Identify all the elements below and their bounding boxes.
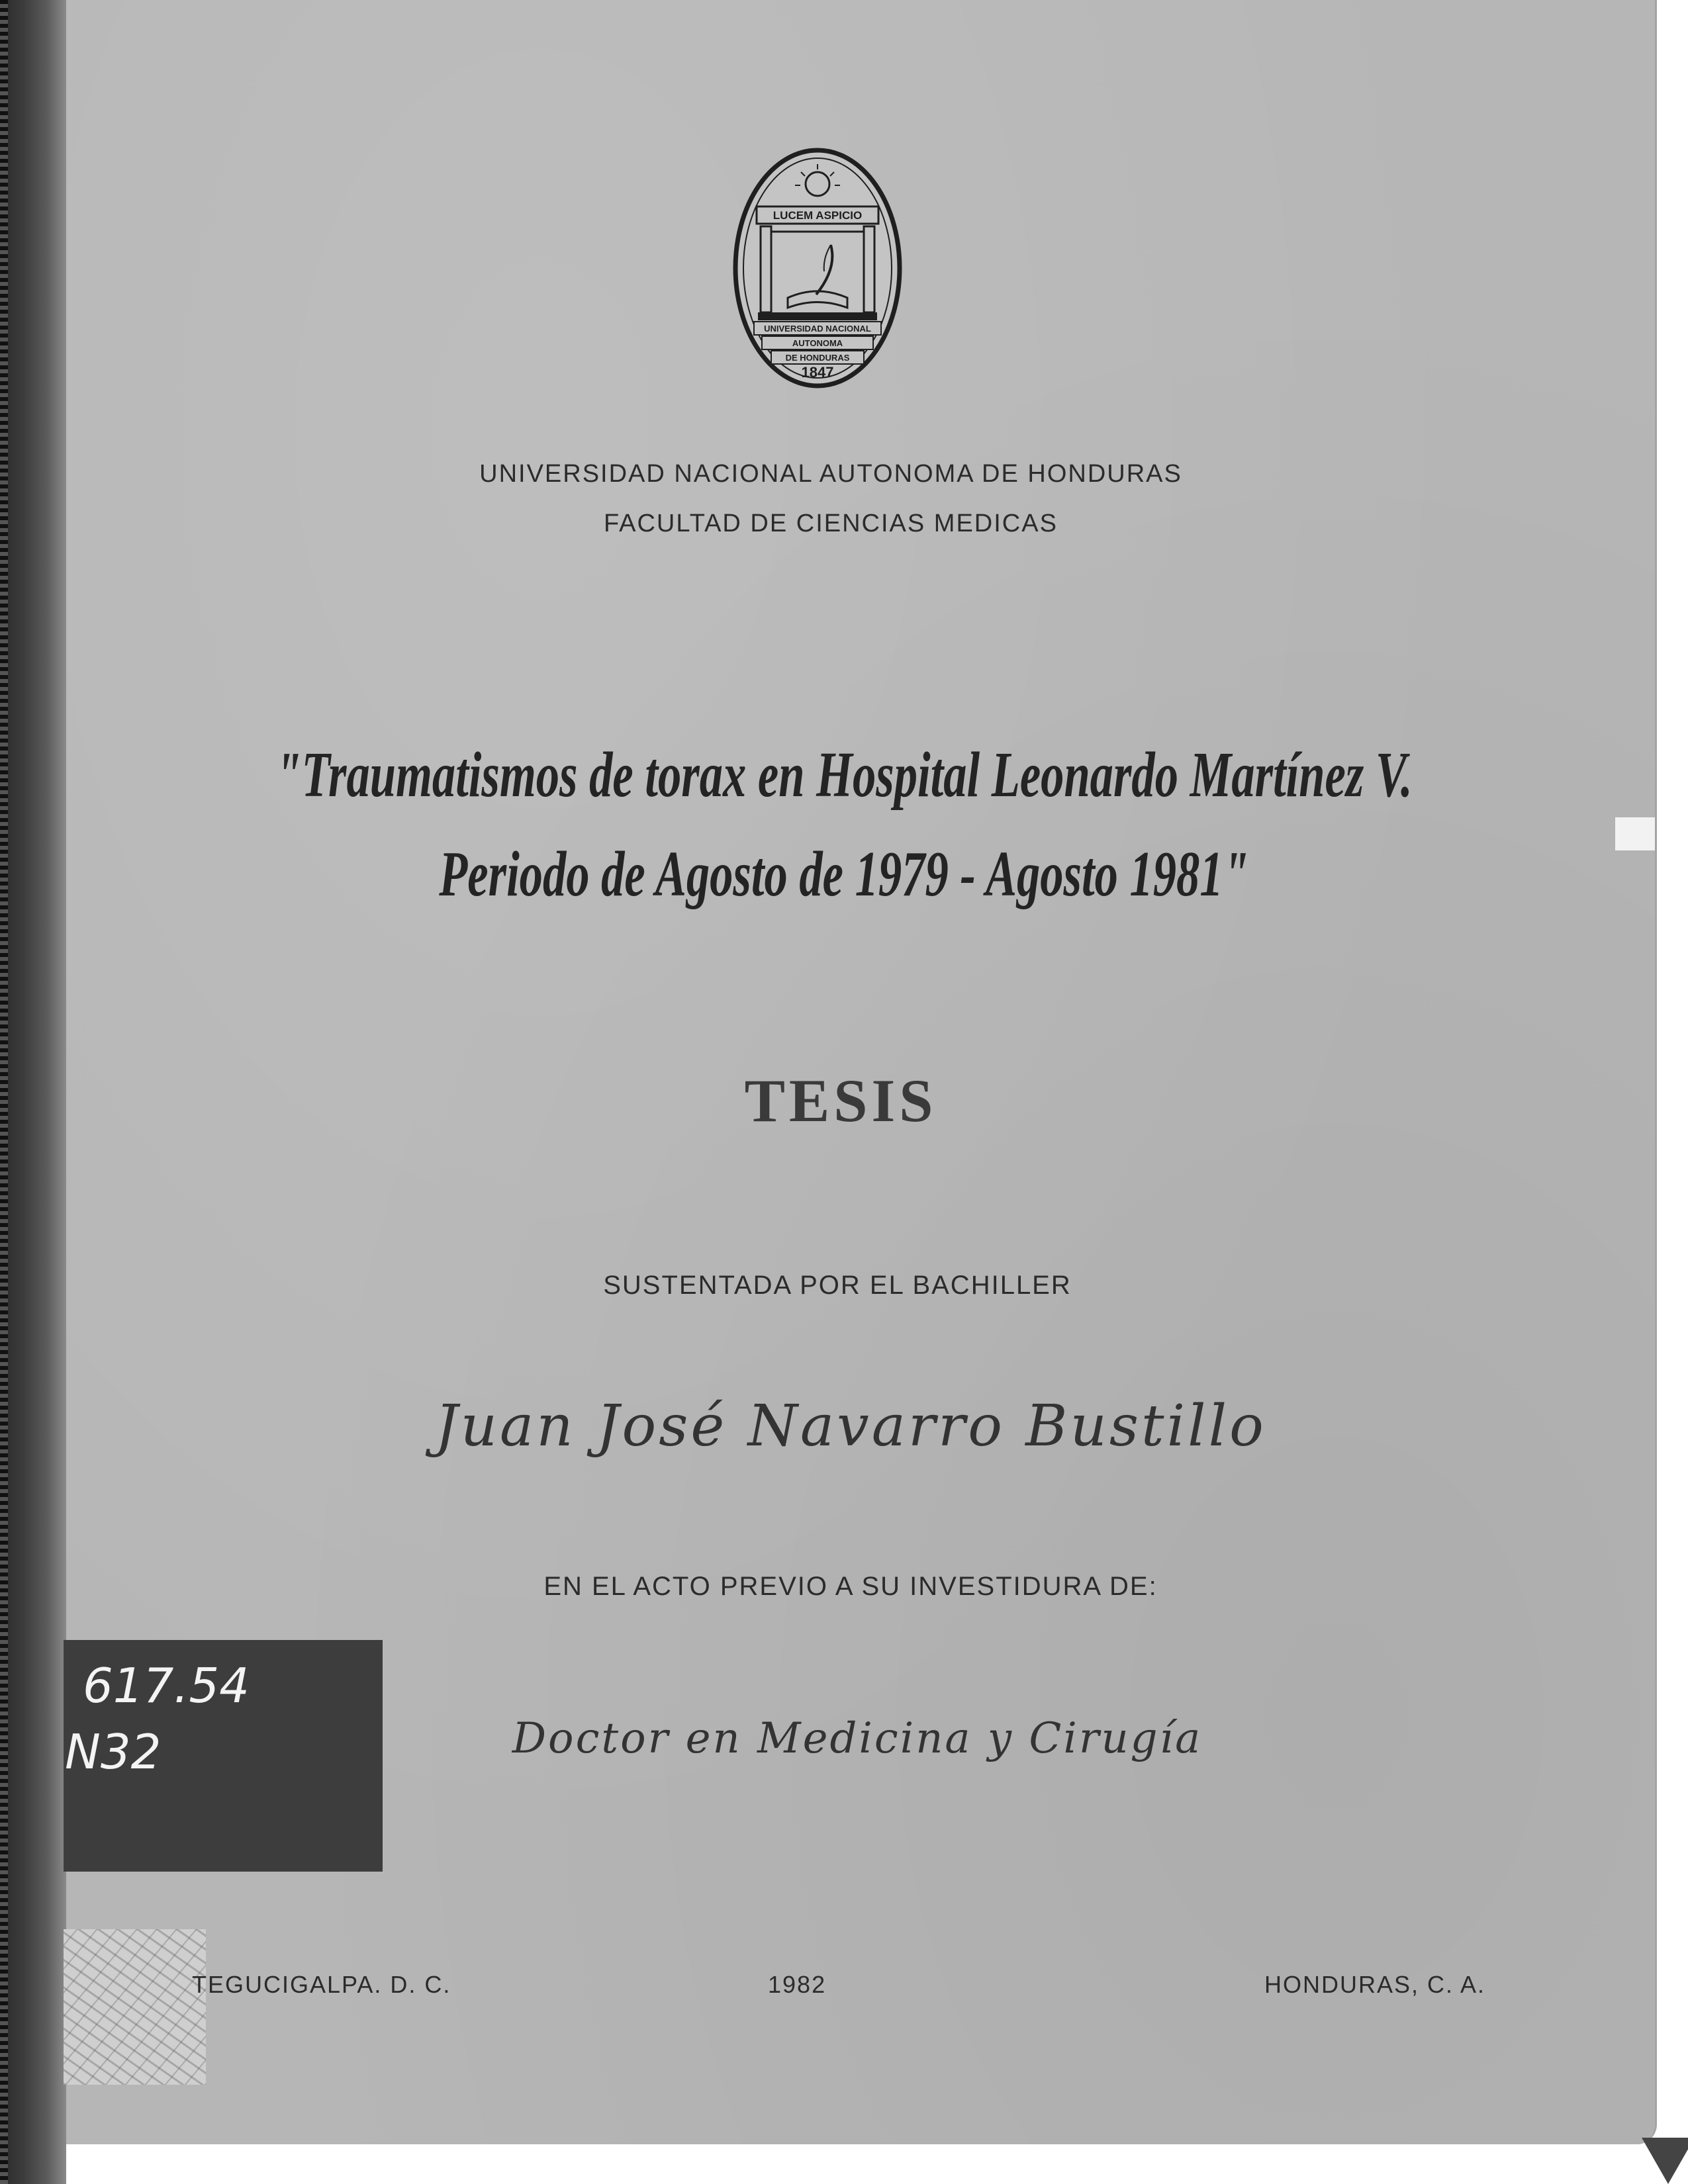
call-number-classification: 617.54 <box>83 1658 250 1713</box>
thesis-title-line2: Periodo de Agosto de 1979 - Agosto 1981" <box>439 839 1249 910</box>
seal-motto: LUCEM ASPICIO <box>773 209 863 222</box>
footer-country: HONDURAS, C. A. <box>1264 1971 1486 1998</box>
degree-label: EN EL ACTO PREVIO A SU INVESTIDURA DE: <box>543 1572 1158 1601</box>
seal-year: 1847 <box>801 364 834 381</box>
footer-city: TEGUCIGALPA. D. C. <box>192 1971 451 1998</box>
presented-by-label: SUSTENTADA POR EL BACHILLER <box>603 1271 1072 1300</box>
faculty-name: FACULTAD DE CIENCIAS MEDICAS <box>604 510 1058 537</box>
call-number-cutter: N32 <box>65 1724 162 1780</box>
seal-institution-line2: AUTONOMA <box>792 338 843 348</box>
document-type: TESIS <box>744 1067 937 1134</box>
seal-institution-line1: UNIVERSIDAD NACIONAL <box>764 324 871 334</box>
author-name: Juan José Navarro Bustillo <box>435 1393 1266 1459</box>
worn-cover-patch <box>64 1929 206 2085</box>
thesis-title-line1: "Traumatismos de torax en Hospital Leonardo Martínez V. <box>275 739 1413 811</box>
page-tab <box>1615 817 1655 850</box>
footer-year: 1982 <box>768 1971 827 1998</box>
university-seal-icon <box>731 146 904 390</box>
degree-name: Doctor en Medicina y Cirugía <box>512 1714 1203 1763</box>
university-name: UNIVERSIDAD NACIONAL AUTONOMA DE HONDURAS <box>479 460 1182 488</box>
seal-institution-line3: DE HONDURAS <box>785 353 850 363</box>
scan-corner-mark <box>1642 2138 1688 2184</box>
